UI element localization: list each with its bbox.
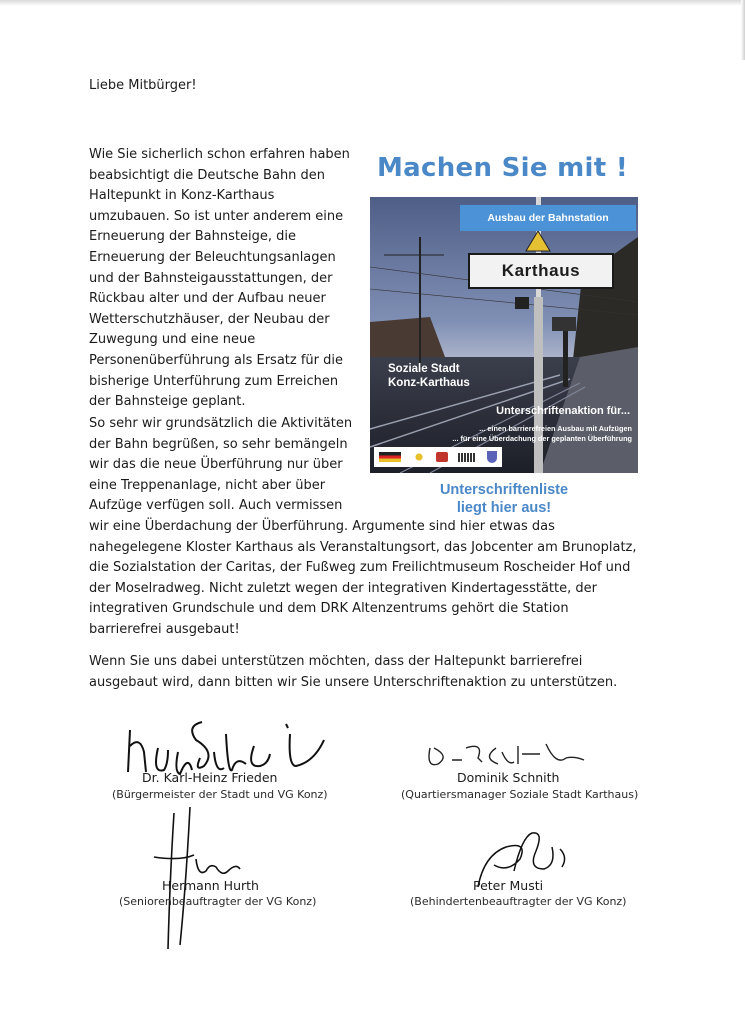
poster-city-line-2: Konz-Karthaus <box>388 377 470 389</box>
poster-footer-line-2: liegt hier aus! <box>456 500 552 516</box>
letter-paragraph-3: Wenn Sie uns dabei unterstützen möchten, dass der Haltepunkt barrierefrei ausgebaut wird, dann bitten wir Sie unsere Unterschriftenaktion zu unterstützen. <box>89 654 618 690</box>
poster-footer-line-1: Unterschriftenliste <box>439 482 569 498</box>
poster-banner: Ausbau der Bahnstation <box>460 205 636 231</box>
letter-greeting: Liebe Mitbürger! <box>89 78 197 93</box>
sponsor-logo-strip <box>374 447 502 467</box>
coat-of-arms-logo <box>487 451 497 463</box>
poster-city-line-1: Soziale Stadt <box>388 363 460 375</box>
state-logo <box>436 452 448 462</box>
signatory-title-1: (Bürgermeister der Stadt und VG Konz) <box>112 788 328 801</box>
station-sign: Karthaus <box>468 253 614 289</box>
signatory-title-3: (Seniorenbeauftragter der VG Konz) <box>119 895 317 908</box>
signatory-name-4: Peter Musti <box>473 878 544 893</box>
poster-campaign-line-1: ... einen barrierefreien Ausbau mit Aufzügen <box>479 424 632 433</box>
signatory-name-2: Dominik Schnith <box>457 770 560 785</box>
program-logo <box>412 452 426 462</box>
government-logo <box>379 452 401 462</box>
city-logo <box>458 453 476 462</box>
poster-photo <box>370 197 638 473</box>
poster-campaign-title: Unterschriftenaktion für... <box>496 405 630 417</box>
poster-campaign-line-2: ... für eine Überdachung der geplanten Überführung <box>452 434 632 443</box>
signatory-title-2: (Quartiersmanager Soziale Stadt Karthaus) <box>401 788 639 801</box>
poster-city-label <box>388 362 470 390</box>
signatory-title-4: (Behindertenbeauftragter der VG Konz) <box>410 895 627 908</box>
letter-paragraph-1: Wie Sie sicherlich schon erfahren haben beabsichtigt die Deutsche Bahn den Haltepunkt in Konz-Karthaus umzubauen. So ist unter anderem eine Erneuerung der Bahnsteige, die Erneuerung der Beleuchtungsanlagen und der Bahnsteigausstattungen, der Rückbau alter und der Aufbau neuer Wetterschutzhäuser, der Neubau der Zuwegung und eine neue Personenüberführung als Ersatz für die bisherige Unterführung zum Erreichen der Bahnsteige geplant. <box>89 147 350 410</box>
poster-footer <box>370 481 638 517</box>
scan-edge-top <box>0 0 745 6</box>
signatory-name-1: Dr. Karl-Heinz Frieden <box>142 770 278 785</box>
letter-paragraph-2: So sehr wir grundsätzlich die Aktivitäten der Bahn begrüßen, so sehr bemängeln wir das die neue Überführung nur über eine Treppenanlage, nicht aber über Aufzüge verfügen soll. Auch vermissen wir eine Überdachung der Überführung. Argumente sind hier etwas das nahegelegene Kloster Karthaus als Veranstaltungsort, das Jobcenter am Brunoplatz, die Sozialstation der Caritas, der Fußweg zum Freilichtmuseum Roscheider Hof und der Moselradweg. Nicht zuletzt wegen der integrativen Kindertagesstätte, der integrativen Grundschule und dem DRK Altenzentrums gehört die Station barrierefrei ausgebaut! <box>89 416 637 637</box>
poster-headline: Machen Sie mit ! <box>377 153 628 183</box>
scan-edge-right <box>741 0 745 60</box>
signatory-name-3: Hermann Hurth <box>162 878 259 893</box>
